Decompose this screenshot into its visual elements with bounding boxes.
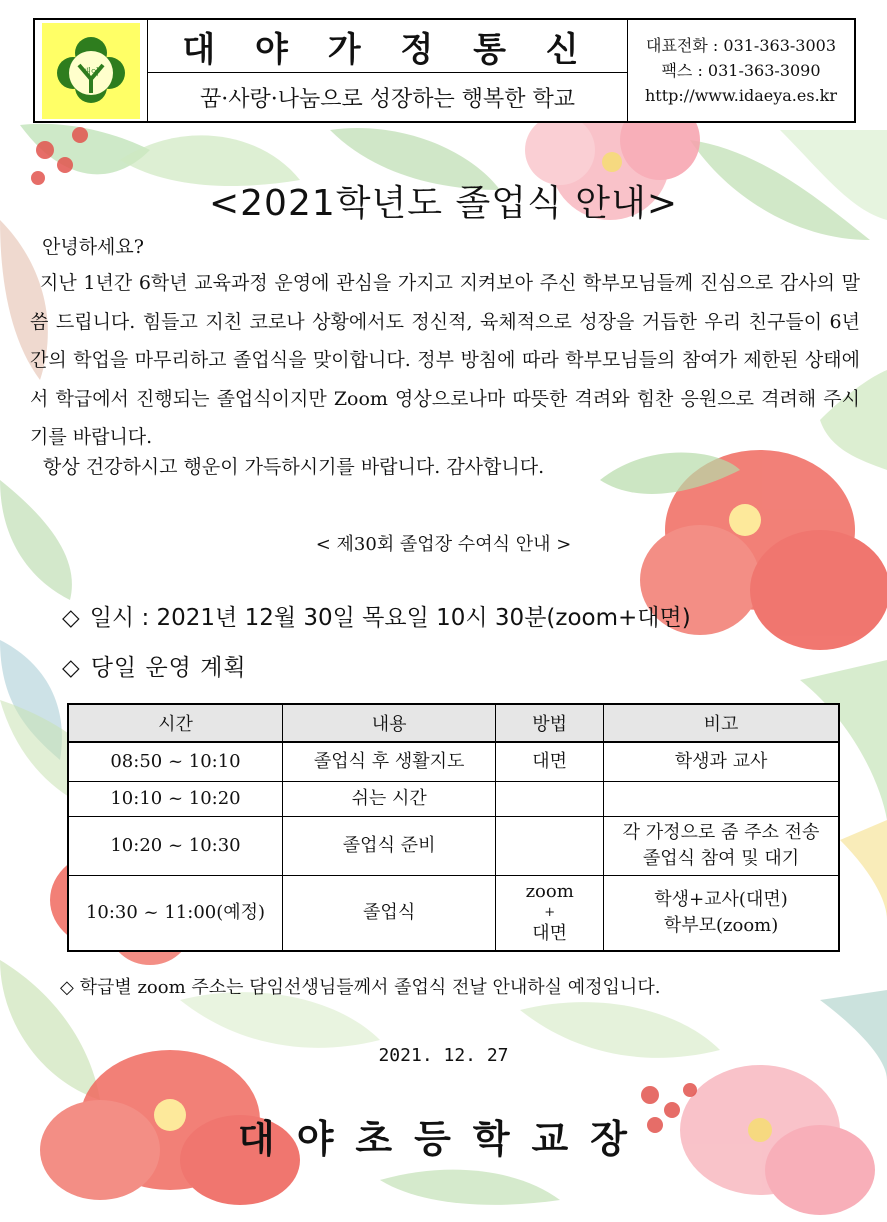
content-cell: 졸업식 [283,876,496,952]
content-cell: 졸업식 후 생활지도 [283,742,496,782]
fax-number: 팩스 : 031-363-3090 [661,61,821,80]
diamond-bullet-icon: ◇ [62,655,81,681]
table-row [68,876,839,952]
column-header: 방법 [496,704,604,742]
issue-date: 2021. 12. 27 [378,1045,509,1066]
content-cell: 졸업식 준비 [283,817,496,876]
column-header: 비고 [604,704,839,742]
table-row [68,742,839,782]
page-title: <2021학년도 졸업식 안내> [208,183,679,224]
body-paragraph-text: 지난 1년간 6학년 교육과정 운영에 관심을 가지고 지켜보아 주신 학부모님들께 진심으로 감사의 말씀 드립니다. 힘들고 지친 코로나 상황에서도 정신적, 육체적으로 성장을 거듭한 우리 친구들이 6년간의 학업을 마무리하고 졸업식을 맞이합니다. 정부 방침에 따라 학부모님들의 참여가 제한된 상태에서 학급에서 진행되는 졸업식이지만 Zoom 영상으로나마 따뜻한 격려와 힘찬 응원으로 격려해 주시기를 바랍니다. [30,272,860,448]
method-line: + [544,905,556,920]
ceremony-subheading: < 제30회 졸업장 수여식 안내 > [315,534,572,555]
method-cell [496,817,604,876]
time-cell: 10:10 ~ 10:20 [68,782,283,817]
date-text: 일시 : 2021년 12월 30일 목요일 10시 30분(zoom+대면) [89,605,691,631]
method-cell [496,876,604,952]
logo-cell [35,20,148,121]
time-cell: 10:30 ~ 11:00(예정) [68,876,283,952]
school-slogan: 꿈·사랑·나눔으로 성장하는 행복한 학교 [200,86,575,112]
contact-info [628,20,854,121]
leaf-shape [380,1170,560,1205]
greeting: 안녕하세요? [42,236,144,258]
time-cell: 10:20 ~ 10:30 [68,817,283,876]
column-header: 시간 [68,704,283,742]
table-header-row [68,704,839,742]
note-cell: 학생과 교사 [604,742,839,782]
plan-text: 당일 운영 계획 [90,655,247,681]
zoom-notice: ◇ 학급별 zoom 주소는 담임선생님들께서 졸업식 전날 안내하실 예정입니다. [60,977,661,998]
body-paragraph [30,264,860,457]
content-cell: 쉬는 시간 [283,782,496,817]
newsletter-header [33,18,856,123]
time-cell: 08:50 ~ 10:10 [68,742,283,782]
newsletter-title: 대 야 가 정 통 신 [148,20,627,73]
method-line: zoom [525,881,574,902]
method-cell: 대면 [496,742,604,782]
plan-item [62,649,247,682]
note-line: 졸업식 참여 및 대기 [642,848,800,869]
school-logo [42,23,140,119]
school-url[interactable]: http://www.idaeya.es.kr [645,86,837,105]
phone-number: 대표전화 : 031-363-3003 [646,36,836,55]
method-line: 대면 [532,923,568,944]
note-line: 각 가정으로 줌 주소 전송 [622,822,820,843]
note-line: 학부모(zoom) [663,915,779,936]
note-cell [604,782,839,817]
diamond-bullet-icon: ◇ [62,605,80,631]
note-cell [604,876,839,952]
closing-remark: 항상 건강하시고 행운이 가득하시기를 바랍니다. 감사합니다. [43,456,545,478]
principal-signature: 대야초등학교장 [238,1117,649,1161]
table-row [68,817,839,876]
date-item [62,599,691,632]
schedule-table [67,703,840,952]
logo-text: 대야 [82,67,100,78]
note-cell [604,817,839,876]
school-emblem-icon [51,31,131,111]
column-header: 내용 [283,704,496,742]
leaf-shape [180,992,380,1048]
note-line: 학생+교사(대면) [654,889,788,910]
title-cell [148,20,628,121]
leaf-shape [840,820,887,920]
method-cell [496,782,604,817]
table-row [68,782,839,817]
leaf-shape [820,990,887,1080]
